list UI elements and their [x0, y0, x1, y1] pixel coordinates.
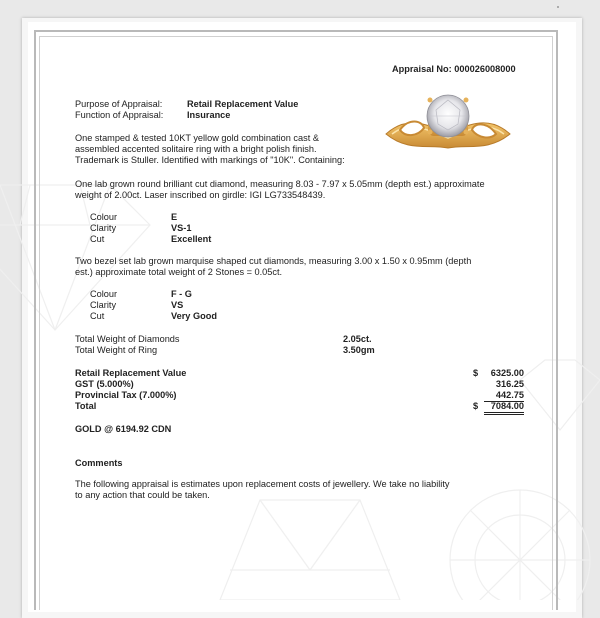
currency-symbol: $ [473, 401, 479, 411]
solitaire-ring-image [378, 92, 518, 162]
weight-value: 3.50gm [343, 345, 375, 355]
comments-text: The following appraisal is estimates upon replacement costs of jewellery. We take no liability [75, 479, 450, 489]
valuation-label: Total [75, 401, 97, 411]
grade-value: VS [171, 300, 184, 310]
center-stone-description: weight of 2.00ct. Laser inscribed on girdle: IGI LG733548439. [75, 190, 326, 200]
valuation-total: 7084.00 [484, 401, 524, 415]
grade-value: Very Good [171, 311, 217, 321]
corner-dot [557, 6, 559, 8]
grade-value: Excellent [171, 234, 212, 244]
currency-symbol: $ [473, 368, 479, 378]
center-stone-description: One lab grown round brilliant cut diamond, measuring 8.03 - 7.97 x 5.05mm (depth est.) approximate [75, 179, 485, 189]
grade-value: VS-1 [171, 223, 192, 233]
grade-label: Clarity [90, 223, 117, 233]
purpose-label: Purpose of Appraisal: [75, 99, 163, 109]
function-label: Function of Appraisal: [75, 110, 164, 120]
valuation-amount: 442.75 [484, 390, 524, 402]
weight-label: Total Weight of Ring [75, 345, 158, 355]
appraisal-number: Appraisal No: 000026008000 [392, 64, 516, 74]
gold-price: GOLD @ 6194.92 CDN [75, 424, 172, 434]
comments-heading: Comments [75, 458, 123, 468]
description-line: assembled accented solitaire ring with a bright polish finish. [75, 144, 317, 154]
grade-label: Colour [90, 212, 118, 222]
valuation-label: Provincial Tax (7.000%) [75, 390, 177, 400]
valuation-label: Retail Replacement Value [75, 368, 187, 378]
side-stones-description: est.) approximate total weight of 2 Stones = 0.05ct. [75, 267, 283, 277]
valuation-amount: 6325.00 [490, 368, 524, 378]
weight-label: Total Weight of Diamonds [75, 334, 180, 344]
valuation-amount: 316.25 [495, 379, 524, 389]
grade-value: E [171, 212, 178, 222]
grade-label: Cut [90, 311, 105, 321]
weight-value: 2.05ct. [343, 334, 372, 344]
grade-label: Colour [90, 289, 118, 299]
side-stones-description: Two bezel set lab grown marquise shaped cut diamonds, measuring 3.00 x 1.50 x 0.95mm (depth [75, 256, 472, 266]
description-line: Trademark is Stuller. Identified with markings of "10K". Containing: [75, 155, 345, 165]
purpose-value: Retail Replacement Value [187, 99, 299, 109]
grade-label: Clarity [90, 300, 117, 310]
grade-label: Cut [90, 234, 105, 244]
description-line: One stamped & tested 10KT yellow gold combination cast & [75, 133, 319, 143]
comments-text: to any action that could be taken. [75, 490, 210, 500]
grade-value: F - G [171, 289, 192, 299]
function-value: Insurance [187, 110, 231, 120]
valuation-label: GST (5.000%) [75, 379, 134, 389]
